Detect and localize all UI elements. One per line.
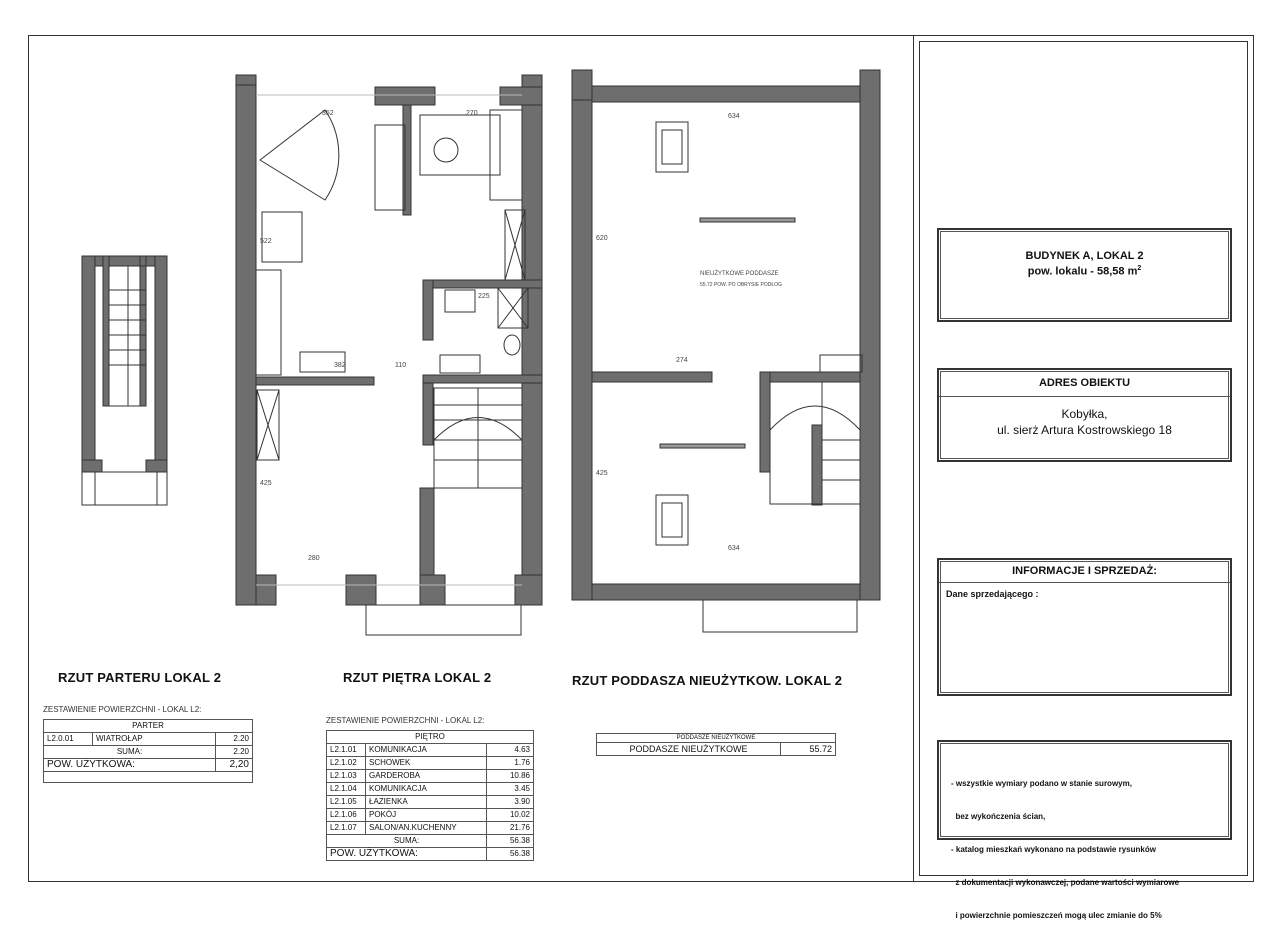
address-line-1: Kobyłka, — [1061, 407, 1108, 421]
dim-label: 382 — [334, 362, 346, 369]
first-floor-area-table: ZESTAWIENIE POWIERZCHNI - LOKAL L2: PIĘTRO L2.1.01 KOMUNIKACJA 4.63 L2.1.02 SCHOWEK 1.76 L2.1.03 GARDEROBA 10.86 L2.1.04 KOMUNIKACJA 3.45 L2.1.05 ŁAZIENKA 3.90 L2.1.06 POKÓJ 10.02 L2.1.07 SALON/AN.KUCHENNY 21.76 SUMA: 56.38 POW. UŻYTKOWA: 56.38 — [326, 716, 534, 861]
dim-label: 522 — [260, 238, 272, 245]
dim-label: 225 — [478, 293, 490, 300]
dim-label: 110 — [395, 362, 407, 369]
dim-label: 352 — [322, 110, 334, 117]
building-title: BUDYNEK A, LOKAL 2 — [1025, 250, 1144, 262]
building-box — [937, 228, 1232, 322]
first-floor-title: RZUT PIĘTRA LOKAL 2 — [343, 670, 492, 685]
table-row: L2.1.04 KOMUNIKACJA 3.45 — [327, 783, 534, 796]
table-caption: ZESTAWIENIE POWIERZCHNI - LOKAL L2: — [326, 716, 485, 725]
ground-area-table: ZESTAWIENIE POWIERZCHNI - LOKAL L2: PARTER L2.0.01 WIATROŁAP 2.20 SUMA: 2.20 POW. UŻYTKOWA: 2,20 — [43, 705, 253, 783]
notes: - wszystkie wymiary podano w stanie surowym, bez wykończenia ścian, - katalog mieszkań wykonano na podstawie rysunków z dokumentacji wykonawczej, podane wartości wymiarowe i powierzchnie pomieszczeń mogą ulec zmianie do 5% — [951, 779, 1180, 920]
dim-label: 425 — [260, 480, 272, 487]
attic-room-area: 55.72 POW. PO OBRYSIE PODŁOG — [700, 282, 782, 288]
dim-label: 270 — [466, 110, 478, 117]
table-row: L2.1.05 ŁAZIENKA 3.90 — [327, 796, 534, 809]
attic-area-table — [596, 733, 836, 756]
table-section: PARTER — [44, 720, 253, 733]
ground-floor-title: RZUT PARTERU LOKAL 2 — [58, 670, 222, 685]
dim-label: 634 — [728, 113, 740, 120]
dim-label: 634 — [728, 545, 740, 552]
dim-label: 280 — [308, 555, 320, 562]
address-line-2: ul. sierż Artura Kostrowskiego 18 — [997, 423, 1172, 437]
table-row: L2.1.06 POKÓJ 10.02 — [327, 809, 534, 822]
table-row: L2.1.01 KOMUNIKACJA 4.63 — [327, 744, 534, 757]
table-row: L2.1.02 SCHOWEK 1.76 — [327, 757, 534, 770]
notes-box — [937, 740, 1232, 920]
table-section: PODDASZE NIEUŻYTKOWE — [597, 734, 836, 743]
attic-room-label: NIEUŻYTKOWE PODDASZE — [700, 271, 779, 277]
table-row: PODDASZE NIEUŻYTKOWE 55.72 — [597, 743, 836, 756]
address-title: ADRES OBIEKTU — [939, 370, 1230, 397]
dim-label: 425 — [596, 470, 608, 477]
attic-title: RZUT PODDASZA NIEUŻYTKOW. LOKAL 2 — [572, 673, 843, 688]
seller-label: Dane sprzedającego : — [946, 589, 1039, 599]
table-section: PIĘTRO — [327, 731, 534, 744]
dim-label: 620 — [596, 235, 608, 242]
flat-area: pow. lokalu - 58,58 $m^2$ — [1027, 265, 1142, 278]
table-row: L2.1.07 SALON/AN.KUCHENNY 21.76 — [327, 822, 534, 835]
table-row: L2.0.01 WIATROŁAP 2.20 — [44, 733, 253, 746]
dim-label: 274 — [676, 357, 688, 364]
address-box — [937, 368, 1232, 462]
info-box — [937, 558, 1232, 696]
table-row: L2.1.03 GARDEROBA 10.86 — [327, 770, 534, 783]
table-caption: ZESTAWIENIE POWIERZCHNI - LOKAL L2: — [43, 705, 202, 714]
info-title: INFORMACJE I SPRZEDAŻ: — [939, 560, 1230, 583]
